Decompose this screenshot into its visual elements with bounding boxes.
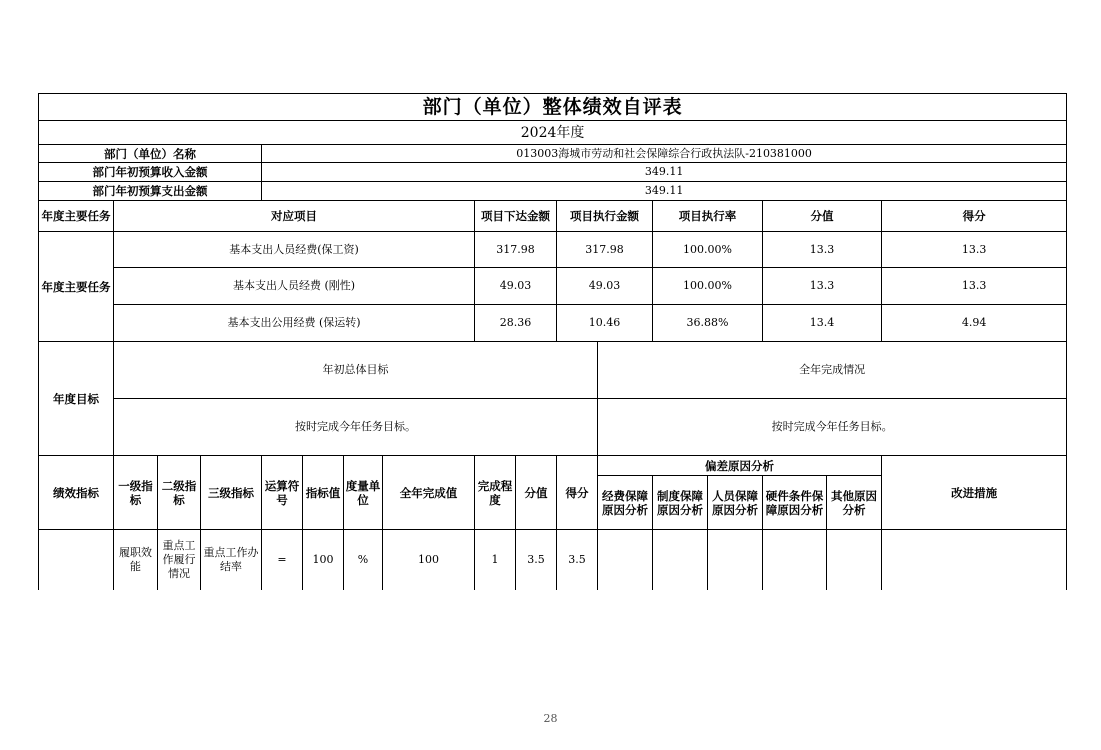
indicators-label: 绩效指标	[39, 456, 114, 530]
dev-funding-header: 经费保障原因分析	[598, 476, 653, 530]
task-rate: 100.00%	[653, 268, 763, 305]
page-number: 28	[543, 712, 558, 725]
task-score-value: 13.4	[763, 305, 882, 342]
task-score-value: 13.3	[763, 232, 882, 268]
operator-header: 运算符号	[262, 456, 303, 530]
dept-name-value: 013003海城市劳动和社会保障综合行政执法队-210381000	[262, 145, 1067, 163]
actual-goal-value: 按时完成今年任务目标。	[598, 399, 1067, 456]
indicator-score-value: 3.5	[516, 530, 557, 590]
task-score: 13.3	[882, 232, 1067, 268]
year-label: 2024年度	[39, 121, 1067, 145]
indicator-target: 100	[303, 530, 344, 590]
task-allocated: 317.98	[475, 232, 557, 268]
dev-hardware-header: 硬件条件保障原因分析	[763, 476, 827, 530]
rate-header: 项目执行率	[653, 201, 763, 232]
indicator-dev-staff	[708, 530, 763, 590]
indicator-operator: =	[262, 530, 303, 590]
dev-staff-header: 人员保障原因分析	[708, 476, 763, 530]
indicator-level1: 履职效能	[114, 530, 158, 590]
target-header: 指标值	[303, 456, 344, 530]
evaluation-sheet	[38, 93, 1066, 590]
level3-header: 三级指标	[201, 456, 262, 530]
initial-goal-value: 按时完成今年任务目标。	[114, 399, 598, 456]
table-row	[39, 232, 1067, 268]
initial-goal-header: 年初总体目标	[114, 342, 598, 399]
income-label: 部门年初预算收入金额	[39, 163, 262, 182]
allocated-header: 项目下达金额	[475, 201, 557, 232]
table-row	[39, 305, 1067, 342]
task-executed: 49.03	[557, 268, 653, 305]
deviation-header: 偏差原因分析	[598, 456, 882, 476]
expense-label: 部门年初预算支出金额	[39, 182, 262, 201]
page-title: 部门（单位）整体绩效自评表	[39, 94, 1067, 121]
task-allocated: 28.36	[475, 305, 557, 342]
expense-value: 349.11	[262, 182, 1067, 201]
table-row	[39, 268, 1067, 305]
actual-header: 全年完成值	[383, 456, 475, 530]
goals-label: 年度目标	[39, 342, 114, 456]
task-col-header: 年度主要任务	[39, 201, 114, 232]
task-project: 基本支出公用经费 (保运转)	[114, 305, 475, 342]
executed-header: 项目执行金额	[557, 201, 653, 232]
improve-header: 改进措施	[882, 456, 1067, 530]
project-header: 对应项目	[114, 201, 475, 232]
task-score: 4.94	[882, 305, 1067, 342]
indicator-level3: 重点工作办结率	[201, 530, 262, 590]
tasks-label: 年度主要任务	[39, 232, 114, 342]
indicator-dev-hardware	[763, 530, 827, 590]
indicator-unit: %	[344, 530, 383, 590]
indicator-score: 3.5	[557, 530, 598, 590]
actual-goal-header: 全年完成情况	[598, 342, 1067, 399]
indicator-dev-system	[653, 530, 708, 590]
task-score: 13.3	[882, 268, 1067, 305]
dev-system-header: 制度保障原因分析	[653, 476, 708, 530]
task-project: 基本支出人员经费 (刚性)	[114, 268, 475, 305]
indicator-actual: 100	[383, 530, 475, 590]
level2-header: 二级指标	[158, 456, 201, 530]
ind-score-value-header: 分值	[516, 456, 557, 530]
level1-header: 一级指标	[114, 456, 158, 530]
indicator-level2: 重点工作履行情况	[158, 530, 201, 590]
task-score-value: 13.3	[763, 268, 882, 305]
indicator-dev-funding	[598, 530, 653, 590]
indicator-degree: 1	[475, 530, 516, 590]
dept-name-label: 部门（单位）名称	[39, 145, 262, 163]
task-rate: 36.88%	[653, 305, 763, 342]
task-executed: 317.98	[557, 232, 653, 268]
indicator-dev-other	[827, 530, 882, 590]
task-executed: 10.46	[557, 305, 653, 342]
income-value: 349.11	[262, 163, 1067, 182]
indicator-improve	[882, 530, 1067, 590]
degree-header: 完成程度	[475, 456, 516, 530]
task-rate: 100.00%	[653, 232, 763, 268]
ind-score-header: 得分	[557, 456, 598, 530]
task-project: 基本支出人员经费(保工资)	[114, 232, 475, 268]
evaluation-table	[38, 93, 1067, 590]
table-row	[39, 530, 1067, 590]
indicator-empty-label	[39, 530, 114, 590]
score-header: 得分	[882, 201, 1067, 232]
dev-other-header: 其他原因分析	[827, 476, 882, 530]
unit-header: 度量单位	[344, 456, 383, 530]
score-value-header: 分值	[763, 201, 882, 232]
task-allocated: 49.03	[475, 268, 557, 305]
